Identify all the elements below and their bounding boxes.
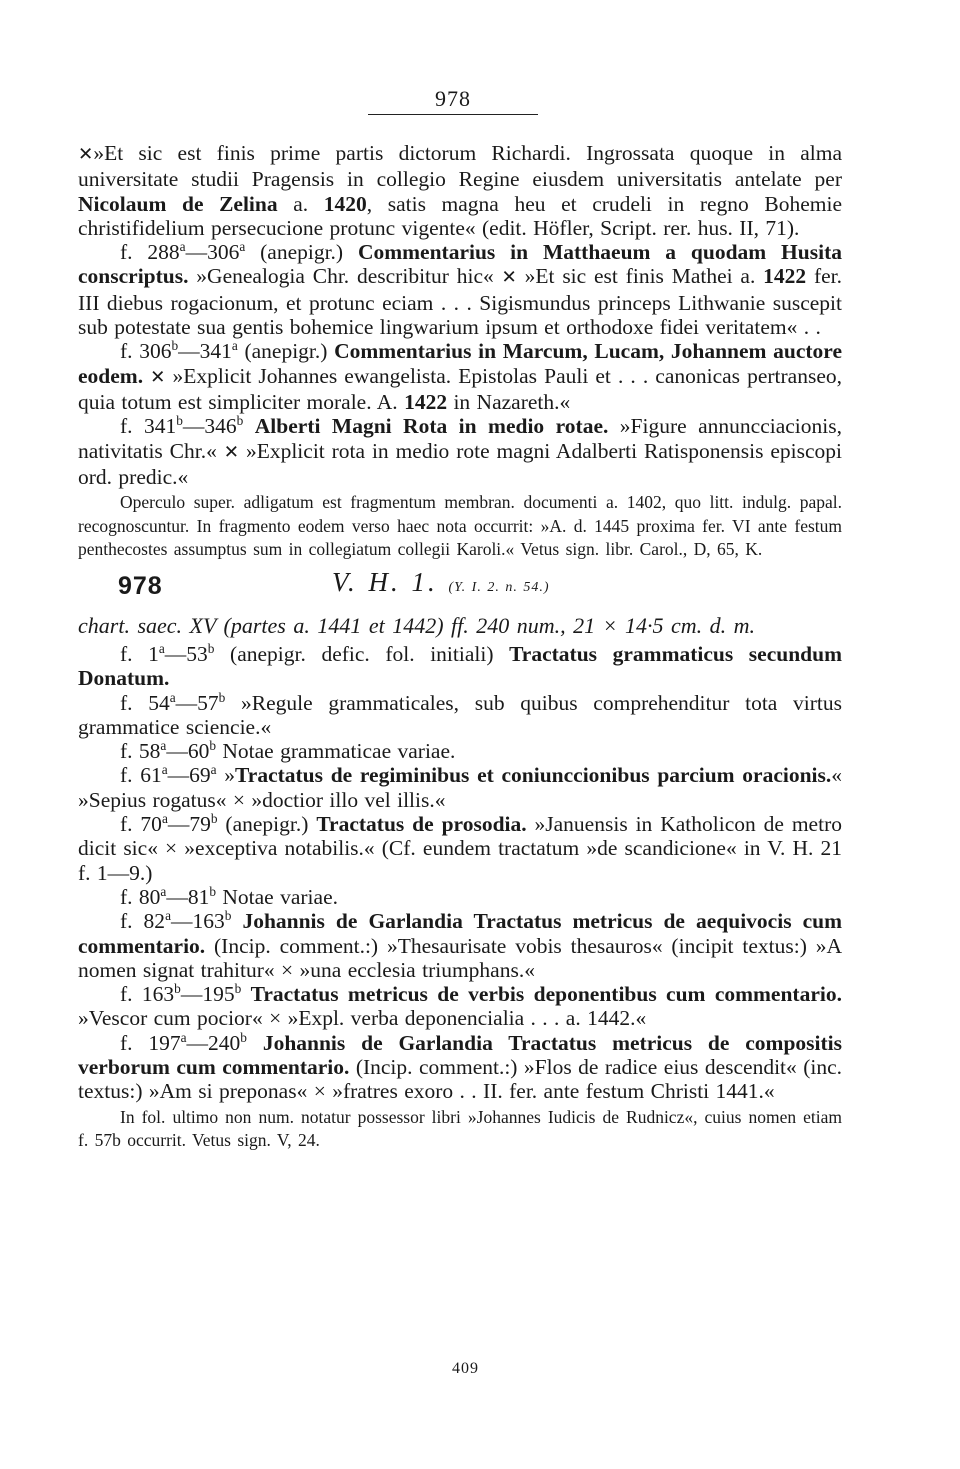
list-item: f. 80$^a$—81$^b$ Notae variae. <box>120 883 338 909</box>
list-item: f. 82$^a$—163$^b$ Johannis de Garlandia Tractatus metricus de aequivocis cum commentario. (Incip. comment.:) »Thesaurisate vobis thesauros« (incipit textus:) »A nomen signat trahitur« × »una ecclesia triumphans.« <box>78 908 842 982</box>
entry-description: chart. saec. XV (partes a. 1441 et 1442) ff. 240 num., 21 × 14·5 cm. d. m. <box>78 612 756 638</box>
cross-mark-icon: ✕ <box>223 441 240 463</box>
header-rule <box>368 114 538 115</box>
note-paragraph: Operculo super. adligatum est fragmentum membran. documenti a. 1402, quo litt. indulg. papal. recognoscuntur. In fragmento eodem verso haec nota occurrit: »A. d. 1445 proxima fer. VI ante festum penthecostes assumptus sum in collegiatum collegii Karoli.« Vetus sign. libr. Carol., D, 65, K. <box>78 492 842 560</box>
note-paragraph: In fol. ultimo non num. notatur possessor libri »Johannes Iudicis de Rudnicz«, cuius nomen etiam f. 57b occurrit. Vetus sign. V, 24. <box>78 1106 842 1151</box>
list-item: f. 1$^a$—53$^b$ (anepigr. defic. fol. initiali) Tractatus grammaticus secundum Donatum. <box>78 640 842 691</box>
entry-signature: V. H. 1. (Y. I. 2. n. 54.) <box>332 566 550 597</box>
item-title: Johannis de Garlandia Tractatus metricus de aequivocis cum commentario. <box>78 909 842 958</box>
list-item: f. 61$^a$—69$^a$ »Tractatus de regiminibus et coniunccionibus parcium oracionis.« »Sepius rogatus« × »doctior illo vel illis.« <box>78 762 843 812</box>
item-title: Tractatus de regiminibus et coniunccionibus parcium oracionis. <box>235 763 832 788</box>
entry-heading <box>78 566 842 614</box>
list-item: f. 54$^a$—57$^b$ »Regule grammaticales, sub quibus comprehenditur tota virtus grammatice sciencie.« <box>78 689 842 739</box>
list-item: f. 163$^b$—195$^b$ Tractatus metricus de verbis deponentibus cum commentario. »Vescor cum pocior« × »Expl. verba deponencialia . . . a. 1442.« <box>78 980 842 1031</box>
item-title: Tractatus grammaticus secundum Donatum. <box>78 641 842 691</box>
old-signature: (Y. I. 2. n. 54.) <box>448 579 550 595</box>
item-title: Johannis de Garlandia Tractatus metricus de compositis verborum cum commentario. <box>78 1030 842 1079</box>
cross-mark-icon: ✕ <box>150 366 166 388</box>
cross-mark-icon: ✕ <box>501 267 517 289</box>
item-title: Tractatus de prosodia. <box>316 812 527 837</box>
cross-mark-icon: ✕ <box>78 144 94 165</box>
item-title: Commentarius in Matthaeum a quodam Husita conscriptus. <box>78 240 842 289</box>
item-title: Tractatus metricus de verbis deponentibus cum commentario. <box>250 982 842 1007</box>
list-item: f. 288$^a$—306$^a$ (anepigr.) Commentarius in Matthaeum a quodam Husita conscriptus. »Genealogia Chr. describitur hic« ✕ »Et sic est finis Mathei a. 1422 fer. III diebus rogacionum, et protunc eciam . . . Sigismundus princeps Lithwanie suscepit sub potestate sua gentis bohemice lingwarium ipsum et orthodoxe fidei veritatem« . . <box>78 239 842 340</box>
item-title: Alberti Magni Rota in medio rotae. <box>254 414 609 439</box>
item-title: Commentarius in Marcum, Lucam, Johannem auctore eodem. <box>78 339 842 388</box>
list-item: f. 197$^a$—240$^b$ Johannis de Garlandia Tractatus metricus de compositis verborum cum commentario. (Incip. comment.:) »Flos de radice eius descendit« (inc. textus:) »Am si preponas« × »fratres exoro . . II. fer. ante festum Christi 1441.« <box>78 1029 843 1104</box>
list-item: f. 341$^b$—346$^b$ Alberti Magni Rota in medio rotae. »Figure annuncciacionis, nativitatis Chr.« ✕ »Explicit rota in medio rote magni Adalberti Ratisponensis episcopi ord. predic.« <box>78 413 842 489</box>
footer-folio-number: 409 <box>452 1360 479 1377</box>
entry-items <box>78 642 842 1104</box>
entry-number: 978 <box>118 571 163 600</box>
list-item: f. 58$^a$—60$^b$ Notae grammaticae variae. <box>120 737 456 764</box>
list-item: f. 306$^b$—341$^a$ (anepigr.) Commentarius in Marcum, Lucam, Johannem auctore eodem. ✕ »Explicit Johannes ewangelista. Epistolas Pauli et . . . canonicas pertranseo, quia totum est simpliciter morale. A. 1422 in Nazareth.« <box>78 338 843 414</box>
body-text <box>78 141 842 1153</box>
list-item: f. 70$^a$—79$^b$ (anepigr.) Tractatus de prosodia. »Januensis in Katholicon de metro dicit sic« × »exceptiva notabilis.« (Cf. eundem tractatum »de scandicione« in V. H. 21 f. 1—9.) <box>78 810 842 885</box>
continuation-paragraph: ✕»Et sic est finis prime partis dictorum Richardi. Ingrossata quoque in alma universitate studii Pragensis in collegio Regine eiusdem universitatis antelate per Nicolaum de Zelina a. 1420, satis magna heu et crudeli in regno Bohemie christifidelium persecucione protunc vigente« (edit. Höfler, Script. rer. hus. II, 71). <box>78 141 842 240</box>
running-head-page-number: 978 <box>435 86 471 111</box>
